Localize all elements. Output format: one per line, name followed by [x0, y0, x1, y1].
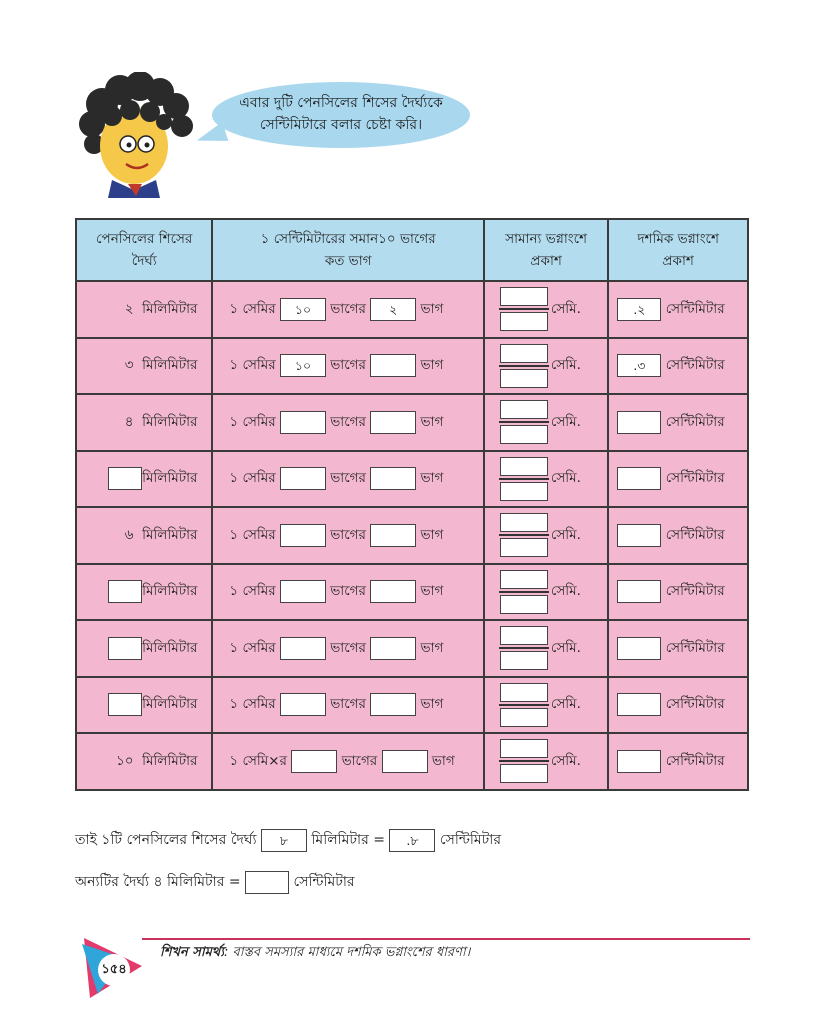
- cell-parts: ১ সেমির ভাগের ভাগ: [212, 451, 483, 508]
- cell-length: ৬ মিলিমিটার: [76, 507, 212, 564]
- part-box[interactable]: [370, 467, 416, 490]
- cell-decimal: সেন্টিমিটার: [608, 394, 748, 451]
- cell-length: ৩ মিলিমিটার: [76, 338, 212, 395]
- cell-fraction: সেমি.: [484, 338, 609, 395]
- decimal-box[interactable]: [617, 693, 661, 716]
- cell-parts: ১ সেমি×র ভাগের ভাগ: [212, 733, 483, 790]
- cell-fraction: সেমি.: [484, 564, 609, 621]
- part-box[interactable]: [370, 580, 416, 603]
- length-value: ৬: [124, 526, 134, 543]
- decimal-box[interactable]: [617, 467, 661, 490]
- cell-fraction: সেমি.: [484, 507, 609, 564]
- numerator-box[interactable]: [500, 739, 548, 758]
- division-box[interactable]: ১০: [280, 298, 326, 321]
- division-box[interactable]: [280, 467, 326, 490]
- decimal-box[interactable]: [617, 750, 661, 773]
- fraction-bar: [499, 365, 549, 367]
- numerator-box[interactable]: [500, 344, 548, 363]
- numerator-box[interactable]: [500, 457, 548, 476]
- division-box[interactable]: [280, 637, 326, 660]
- length-input-box[interactable]: [108, 580, 142, 603]
- table-row: [76, 507, 748, 564]
- decimal-box[interactable]: [617, 637, 661, 660]
- part-box[interactable]: [370, 411, 416, 434]
- header-decimal-fraction: দশমিক ভগ্নাংশে প্রকাশ: [608, 219, 748, 281]
- length-input-box[interactable]: [108, 637, 142, 660]
- part-box[interactable]: [370, 524, 416, 547]
- division-box[interactable]: [291, 750, 337, 773]
- cell-parts: ১ সেমির ভাগের ভাগ: [212, 677, 483, 734]
- footer-divider: [142, 938, 750, 940]
- cell-decimal: সেন্টিমিটার: [608, 620, 748, 677]
- cell-length: ২ মিলিমিটার: [76, 281, 212, 338]
- header-common-fraction: সামান্য ভগ্নাংশে প্রকাশ: [484, 219, 609, 281]
- cell-parts: ১ সেমির ভাগের ভাগ: [212, 620, 483, 677]
- division-box[interactable]: [280, 580, 326, 603]
- numerator-box[interactable]: [500, 683, 548, 702]
- cell-length: ১০ মিলিমিটার: [76, 733, 212, 790]
- header-length: পেনসিলের শিসের দৈর্ঘ্য: [76, 219, 212, 281]
- answer-box-cm-2[interactable]: [245, 871, 289, 894]
- speech-bubble-text: [212, 92, 470, 136]
- decimal-box[interactable]: [617, 524, 661, 547]
- division-box[interactable]: [280, 411, 326, 434]
- decimal-box[interactable]: [617, 411, 661, 434]
- part-box[interactable]: [370, 693, 416, 716]
- table-row: [76, 677, 748, 734]
- cell-parts: ১ সেমির ভাগের ভাগ: [212, 507, 483, 564]
- table-row: [76, 394, 748, 451]
- bubble-line-2: সেন্টিমিটারে বলার চেষ্টা করি।: [259, 117, 423, 133]
- decimal-box[interactable]: [617, 580, 661, 603]
- numerator-box[interactable]: [500, 513, 548, 532]
- cell-fraction: সেমি.: [484, 677, 609, 734]
- length-value: ৪: [124, 413, 134, 430]
- denominator-box[interactable]: [500, 369, 548, 388]
- cell-parts: ১ সেমির ভাগের ভাগ: [212, 564, 483, 621]
- denominator-box[interactable]: [500, 425, 548, 444]
- numerator-box[interactable]: [500, 287, 548, 306]
- length-input-box[interactable]: [108, 467, 142, 490]
- length-value: ১০: [115, 752, 134, 769]
- division-box[interactable]: [280, 524, 326, 547]
- cell-length: মিলিমিটার: [76, 451, 212, 508]
- bubble-line-1: এবার দুটি পেনসিলের শিসের দৈর্ঘ্যকে: [239, 95, 443, 111]
- cell-fraction: সেমি.: [484, 620, 609, 677]
- fraction-bar: [499, 647, 549, 649]
- fraction-bar: [499, 478, 549, 480]
- division-box[interactable]: ১০: [280, 354, 326, 377]
- answer-box-cm[interactable]: .৮: [389, 829, 435, 852]
- cell-length: মিলিমিটার: [76, 677, 212, 734]
- cell-decimal: .৩ সেন্টিমিটার: [608, 338, 748, 395]
- denominator-box[interactable]: [500, 312, 548, 331]
- table-row: [76, 451, 748, 508]
- numerator-box[interactable]: [500, 570, 548, 589]
- fraction-bar: [499, 308, 549, 310]
- part-box[interactable]: [370, 354, 416, 377]
- table-row: [76, 620, 748, 677]
- header-parts: ১ সেন্টিমিটারের সমান১০ ভাগের কত ভাগ: [212, 219, 483, 281]
- length-input-box[interactable]: [108, 693, 142, 716]
- cartoon-boy-illustration: [72, 72, 202, 202]
- denominator-box[interactable]: [500, 764, 548, 783]
- length-value: ৩: [124, 357, 134, 374]
- table-row: [76, 281, 748, 338]
- answer-box-mm[interactable]: ৮: [261, 829, 307, 852]
- fraction-bar: [499, 534, 549, 536]
- fraction-bar: [499, 704, 549, 706]
- learning-outcome: শিখন সামর্থ্য: বাস্তব সমস্যার মাধ্যমে দশমিক ভগ্নাংশের ধারণা।: [160, 945, 471, 960]
- denominator-box[interactable]: [500, 482, 548, 501]
- cell-decimal: সেন্টিমিটার: [608, 733, 748, 790]
- table-row: [76, 733, 748, 790]
- table-row: [76, 564, 748, 621]
- fraction-bar: [499, 591, 549, 593]
- cell-parts: ১ সেমির ১০ ভাগের ২ ভাগ: [212, 281, 483, 338]
- division-box[interactable]: [280, 693, 326, 716]
- cell-length: মিলিমিটার: [76, 620, 212, 677]
- page-number: ১৫৪: [101, 962, 127, 977]
- fraction-bar: [499, 421, 549, 423]
- statement-2: অন্যটির দৈর্ঘ্য ৪ মিলিমিটার = সেন্টিমিটার: [75, 870, 355, 894]
- table-row: [76, 338, 748, 395]
- cell-decimal: সেন্টিমিটার: [608, 677, 748, 734]
- decimal-box[interactable]: .২: [617, 298, 661, 321]
- denominator-box[interactable]: [500, 651, 548, 670]
- cell-length: মিলিমিটার: [76, 564, 212, 621]
- cell-decimal: সেন্টিমিটার: [608, 564, 748, 621]
- denominator-box[interactable]: [500, 538, 548, 557]
- length-value: ২: [124, 300, 134, 317]
- cell-fraction: সেমি.: [484, 733, 609, 790]
- cell-fraction: সেমি.: [484, 394, 609, 451]
- cell-parts: ১ সেমির ১০ ভাগের ভাগ: [212, 338, 483, 395]
- cell-parts: ১ সেমির ভাগের ভাগ: [212, 394, 483, 451]
- part-box[interactable]: ২: [370, 298, 416, 321]
- cell-decimal: সেন্টিমিটার: [608, 507, 748, 564]
- cell-fraction: সেমি.: [484, 281, 609, 338]
- statement-1: তাই ১টি পেনসিলের শিসের দৈর্ঘ্য ৮ মিলিমিটার = .৮ সেন্টিমিটার: [75, 828, 501, 852]
- denominator-box[interactable]: [500, 708, 548, 727]
- conversion-table: [75, 218, 749, 791]
- cell-length: ৪ মিলিমিটার: [76, 394, 212, 451]
- cell-decimal: .২ সেন্টিমিটার: [608, 281, 748, 338]
- cell-fraction: সেমি.: [484, 451, 609, 508]
- decimal-box[interactable]: .৩: [617, 354, 661, 377]
- table-header-row: [76, 219, 748, 281]
- numerator-box[interactable]: [500, 400, 548, 419]
- fraction-bar: [499, 760, 549, 762]
- numerator-box[interactable]: [500, 626, 548, 645]
- cell-decimal: সেন্টিমিটার: [608, 451, 748, 508]
- part-box[interactable]: [370, 637, 416, 660]
- denominator-box[interactable]: [500, 595, 548, 614]
- part-box[interactable]: [382, 750, 428, 773]
